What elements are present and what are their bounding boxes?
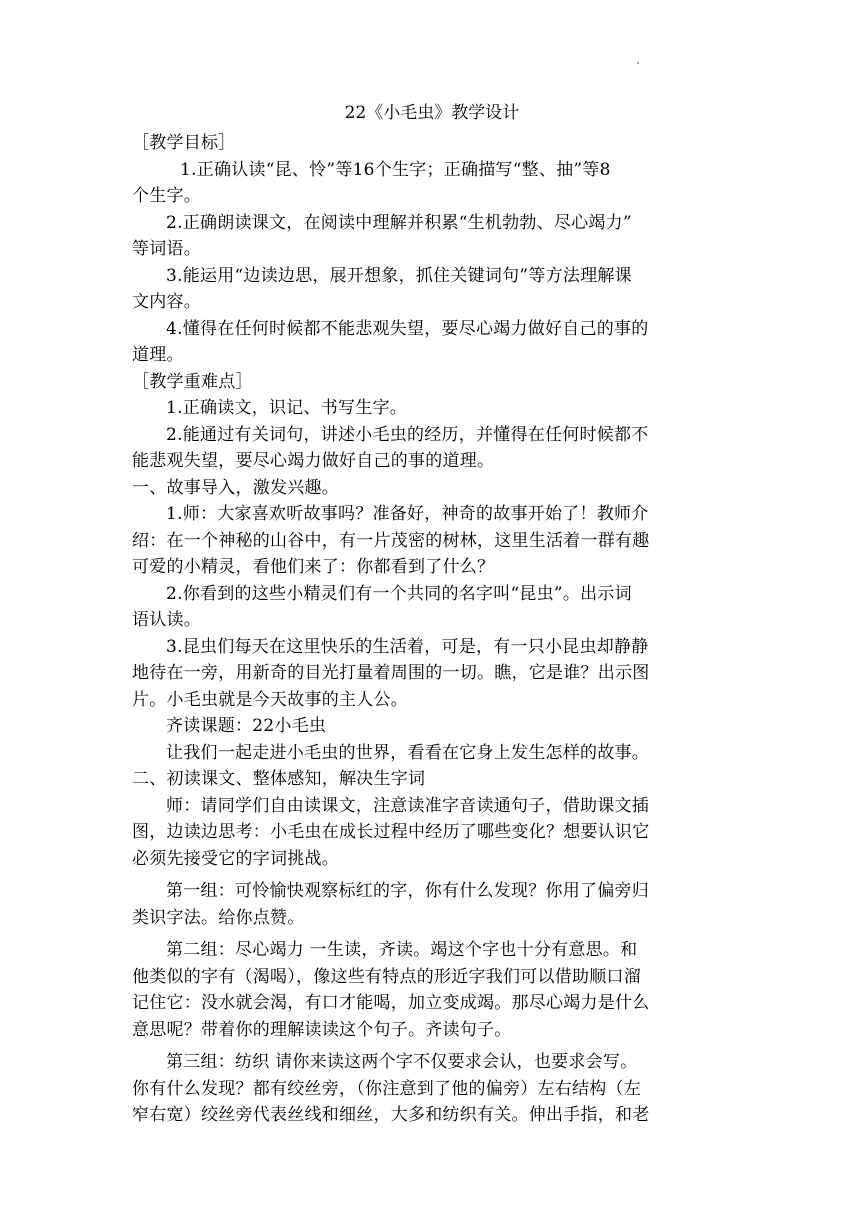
text-line: 文内容。 [132,292,201,312]
text-line: 二、初读课文、整体感知，解决生字词 [132,769,426,789]
text-line: 1.正确认读“昆、怜”等16个生字；正确描写“整、抽”等8 [180,159,611,180]
text-line: 第一组：可怜愉快观察标红的字，你有什么发现？你用了偏旁归 [166,881,649,901]
document-body [132,100,732,1129]
text-line: 齐读课题：22小毛虫 [166,716,327,736]
text-line: ［教学重难点］ [132,371,253,392]
text-line: 一、故事导入，激发兴趣。 [132,477,339,498]
text-line: 1.师：大家喜欢听故事吗？准备好，神奇的故事开始了！教师介 [166,504,649,524]
text-line: 第二组：尽心竭力 一生读，齐读。竭这个字也十分有意思。和 [166,940,638,960]
text-line: 窄右宽）绞丝旁代表丝线和细丝，大多和纺织有关。伸出手指，和老 [132,1105,650,1125]
text-line: 可爱的小精灵，看他们来了：你都看到了什么？ [132,557,495,577]
text-line: 片。小毛虫就是今天故事的主人公。 [132,689,408,710]
text-line: 3.能运用“边读边思，展开想象，抓住关键词句”等方法理解课 [166,265,632,286]
text-line: 等词语。 [132,239,201,259]
text-line: 4.懂得在任何时候都不能悲观失望，要尽心竭力做好自己的事的 [166,318,649,339]
text-line: 第三组：纺织 请你来读这两个字不仅要求会认，也要求会写。 [166,1052,638,1072]
page-mark [637,62,639,64]
text-line: 意思呢？带着你的理解读读这个句子。齐读句子。 [132,1019,512,1040]
text-line: 道理。 [132,345,184,365]
text-line: 图，边读边思考：小毛虫在成长过程中经历了哪些变化？想要认识它 [132,822,650,842]
text-line: 必须先接受它的字词挑战。 [132,848,339,869]
page-title: 22《小毛虫》教学设计 [344,103,520,123]
text-line: 让我们一起走进小毛虫的世界，看看在它身上发生怎样的故事。 [166,742,649,763]
text-line: 绍：在一个神秘的山谷中，有一片茂密的树林，这里生活着一群有趣 [132,530,650,551]
text-line: 能悲观失望，要尽心竭力做好自己的事的道理。 [132,451,495,471]
text-line: 1.正确读文，识记、书写生字。 [166,398,407,418]
text-line: 师：请同学们自由读课文，注意读准字音读通句子，借助课文插 [166,795,649,816]
text-line: 2.能通过有关词句，讲述小毛虫的经历，并懂得在任何时候都不 [166,424,649,445]
text-line: 他类似的字有（渴喝），像这些有特点的形近字我们可以借助顺口溜 [132,966,641,987]
text-line: 3.昆虫们每天在这里快乐的生活着，可是，有一只小昆虫却静静 [166,636,649,657]
text-lines [132,130,732,1129]
text-line: 2.正确朗读课文，在阅读中理解并积累“生机勃勃、尽心竭力” [166,212,632,233]
text-line: 2.你看到的这些小精灵们有一个共同的名字叫“昆虫”。出示词 [166,583,632,604]
text-line: 你有什么发现？都有绞丝旁，（你注意到了他的偏旁）左右结构（左 [132,1078,641,1099]
text-line: 记住它：没水就会渴，有口才能喝，加立变成竭。那尽心竭力是什么 [132,993,650,1013]
text-line: 语认读。 [132,610,201,630]
text-line: ［教学目标］ [132,133,236,153]
text-line: 地待在一旁，用新奇的目光打量着周围的一切。瞧，它是谁？出示图 [132,663,650,683]
text-line: 类识字法。给你点赞。 [132,907,305,928]
text-line: 个生字。 [132,186,201,206]
